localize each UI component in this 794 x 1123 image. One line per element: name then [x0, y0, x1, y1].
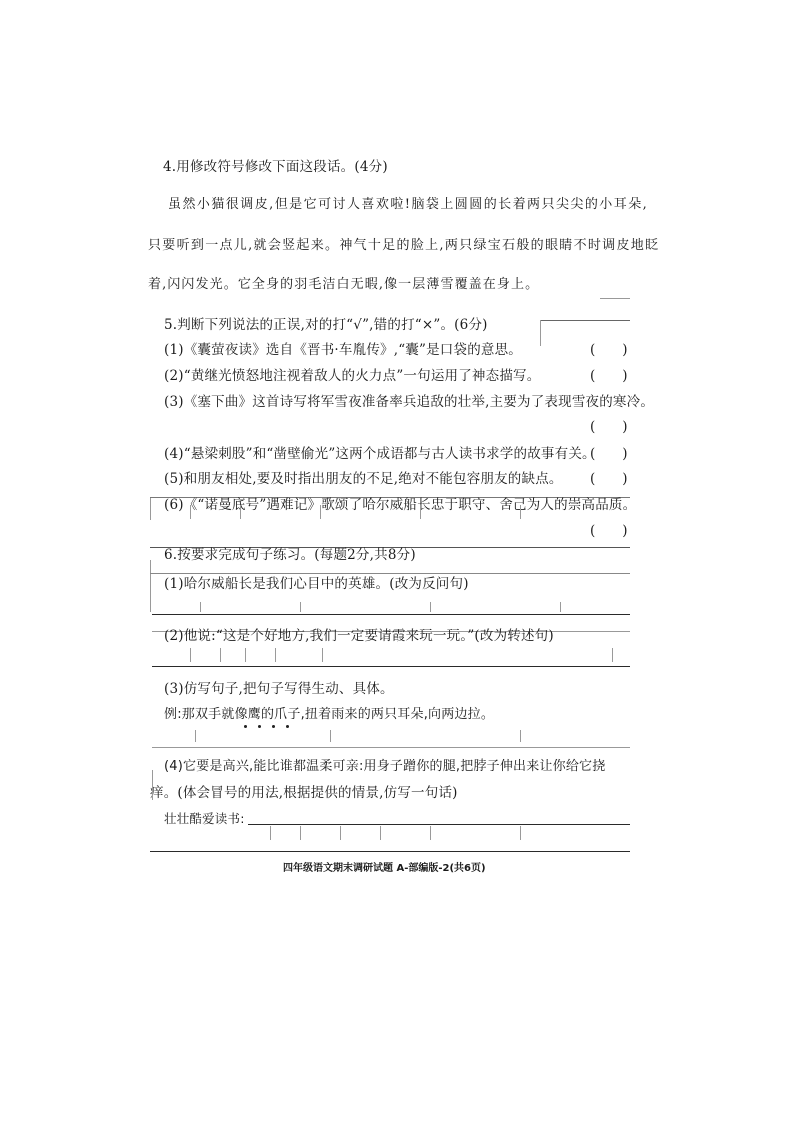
scan-artifact-tick	[520, 505, 521, 519]
q5-answer-paren-1[interactable]: ( )	[590, 342, 628, 358]
scan-artifact-tick	[322, 648, 323, 662]
scan-artifact-tick	[380, 826, 381, 840]
q6-item-1: (1)哈尔威船长是我们心目中的英雄。(改为反问句)	[164, 576, 469, 592]
scan-artifact-line	[152, 747, 630, 748]
answer-line-2[interactable]	[152, 666, 630, 667]
page-footer: 四年级语文期末调研试题 A-部编版-2(共6页)	[283, 863, 486, 874]
scan-artifact-tick	[340, 826, 341, 840]
q6-example: 例:那双手就像鹰的爪子,扭着雨来的两只耳朵,向两边拉。	[164, 707, 495, 722]
scan-artifact-tick	[200, 602, 201, 612]
scan-artifact-tick	[275, 648, 276, 662]
answer-line-1[interactable]	[152, 614, 630, 615]
scan-artifact-line	[150, 573, 630, 574]
scan-artifact-tick	[195, 730, 196, 742]
emphasis-dot	[286, 725, 289, 728]
scan-artifact-tick	[560, 602, 561, 612]
q6-item-3: (3)仿写句子,把句子写得生动、具体。	[164, 681, 394, 697]
scan-artifact-tick	[520, 826, 521, 840]
scan-artifact-tick	[190, 505, 191, 519]
q5-item-1: (1)《囊萤夜读》选自《晋书·车胤传》,“囊”是口袋的意思。	[164, 342, 523, 358]
scan-artifact-tick	[150, 498, 151, 520]
scan-artifact-tick	[320, 505, 321, 519]
scan-artifact-tick	[612, 648, 613, 662]
scan-artifact-tick	[540, 320, 541, 346]
q5-item-4: (4)“悬梁刺股”和“凿壁偷光”这两个成语都与古人读书求学的故事有关。	[164, 446, 596, 462]
scan-artifact-tick	[420, 505, 421, 519]
scan-artifact-tick	[330, 730, 331, 742]
answer-line-4[interactable]	[150, 851, 630, 852]
q5-answer-paren-3[interactable]: ( )	[590, 419, 628, 435]
q4-paragraph-line3: 着,闪闪发光。它全身的羽毛洁白无暇,像一层薄雪覆盖在身上。	[148, 277, 540, 292]
scan-artifact-tick	[190, 648, 191, 662]
q5-answer-paren-4[interactable]: ( )	[590, 446, 628, 462]
scan-artifact-tick	[300, 826, 301, 840]
scan-artifact-tick	[300, 602, 301, 612]
q6-item-4-line2: 痒。(体会冒号的用法,根据提供的情景,仿写一句话)	[150, 785, 458, 801]
q5-item-3: (3)《塞下曲》这首诗写将军雪夜准备率兵追敌的壮举,主要为了表现雪夜的寒冷。	[164, 394, 655, 410]
q4-title: 4.用修改符号修改下面这段话。(4分)	[163, 159, 388, 175]
emphasis-dot	[272, 725, 275, 728]
scan-artifact-tick	[270, 826, 271, 840]
q6-item-4-line1: (4)它要是高兴,能比谁都温柔可亲:用身子蹭你的腿,把脖子伸出来让你给它挠	[164, 759, 606, 774]
q4-paragraph-line2: 只要听到一点儿,就会竖起来。神气十足的脸上,两只绿宝石般的眼睛不时调皮地眨	[148, 238, 660, 253]
scan-artifact-tick	[150, 560, 151, 612]
scan-artifact-tick	[220, 648, 221, 662]
scan-artifact-tick	[430, 826, 431, 840]
scan-artifact-tick	[240, 505, 241, 519]
scan-artifact-line	[540, 320, 630, 321]
q5-item-5: (5)和朋友相处,要及时指出朋友的不足,绝对不能包容朋友的缺点。	[164, 471, 563, 487]
scan-artifact-tick	[152, 770, 153, 800]
q6-title: 6.按要求完成句子练习。(每题2分,共8分)	[164, 547, 416, 563]
q5-title: 5.判断下列说法的正误,对的打“√”,错的打“×”。(6分)	[164, 317, 488, 333]
q5-answer-paren-5[interactable]: ( )	[590, 471, 628, 487]
answer-line-3[interactable]	[248, 824, 630, 825]
q4-paragraph-line1: 虽然小猫很调皮,但是它可讨人喜欢啦!脑袋上圆圆的长着两只尖尖的小耳朵,	[168, 197, 649, 212]
emphasis-dot	[244, 725, 247, 728]
q5-answer-paren-2[interactable]: ( )	[590, 368, 628, 384]
scan-artifact-tick	[520, 730, 521, 742]
emphasis-dot	[258, 725, 261, 728]
q6-item-2: (2)他说:“这是个好地方,我们一定要请霞来玩一玩。”(改为转述句)	[164, 628, 554, 644]
scan-artifact-line	[600, 298, 630, 299]
q5-item-2: (2)“黄继光愤怒地注视着敌人的火力点”一句运用了神态描写。	[164, 368, 541, 384]
scan-artifact-tick	[430, 602, 431, 612]
scan-artifact-tick	[245, 648, 246, 662]
q6-prompt: 壮壮酷爱读书:	[164, 811, 245, 826]
q5-answer-paren-6[interactable]: ( )	[590, 523, 628, 539]
q5-item-6: (6)《“诺曼底号”遇难记》歌颂了哈尔威船长忠于职守、舍己为人的崇高品质。	[164, 497, 637, 513]
